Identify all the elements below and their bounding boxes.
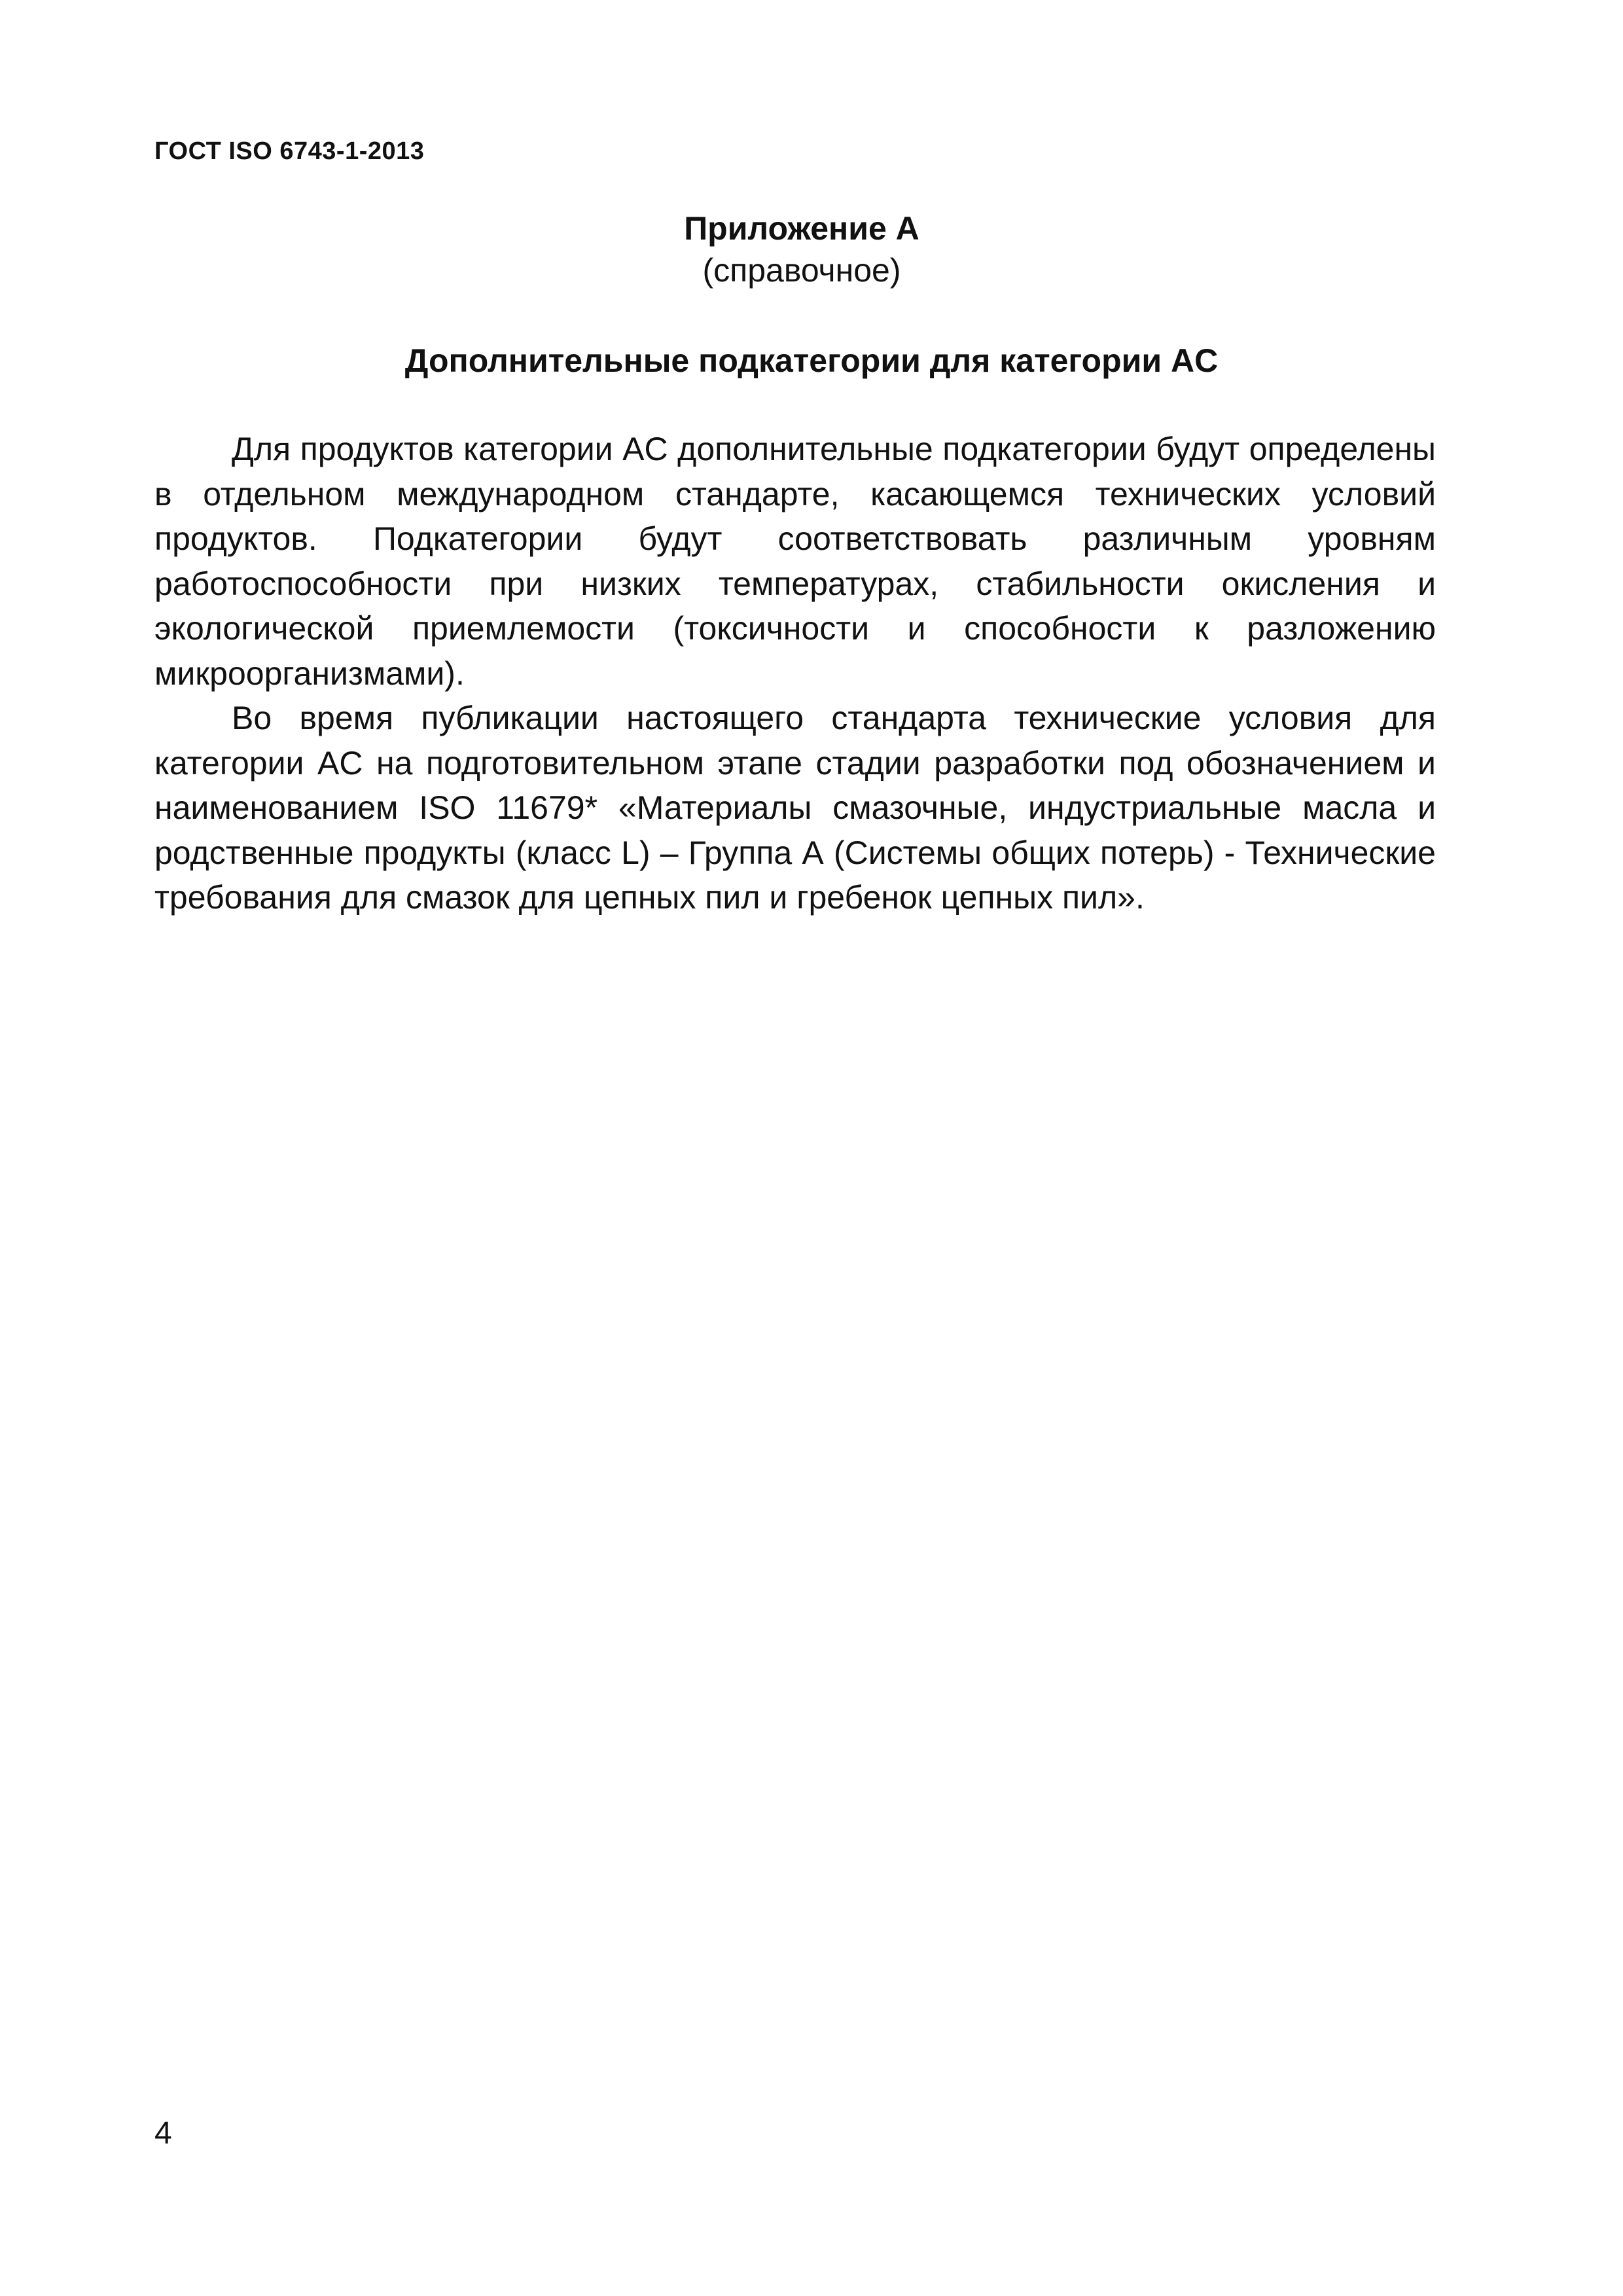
- body-text: [154, 427, 1436, 920]
- paragraph: Для продуктов категории AC дополнительные подкатегории будут определены в отдельном международном стандарте, касающемся технических условий продуктов. Подкатегории будут соответствовать различным уровням работоспособности при низких температурах, стабильности окисления и экологической приемлемости (токсичности и способности к разложению микроорганизмами).: [154, 431, 1436, 692]
- annex-title: Приложение А: [684, 210, 919, 247]
- annex-subtitle: (справочное): [702, 252, 901, 289]
- document-code: ГОСТ ISO 6743-1-2013: [154, 137, 425, 165]
- section-title: Дополнительные подкатегории для категории AC: [404, 342, 1219, 379]
- paragraph: Во время публикации настоящего стандарта технические условия для категории AC на подготовительном этапе стадии разработки под обозначением и наименованием ISO 11679* «Материалы смазочные, индустриальные масла и родственные продукты (класс L) – Группа А (Системы общих потерь) - Технические требования для смазок для цепных пил и гребенок цепных пил».: [154, 700, 1436, 916]
- page-number: 4: [154, 2116, 172, 2151]
- annex-heading: [654, 208, 949, 292]
